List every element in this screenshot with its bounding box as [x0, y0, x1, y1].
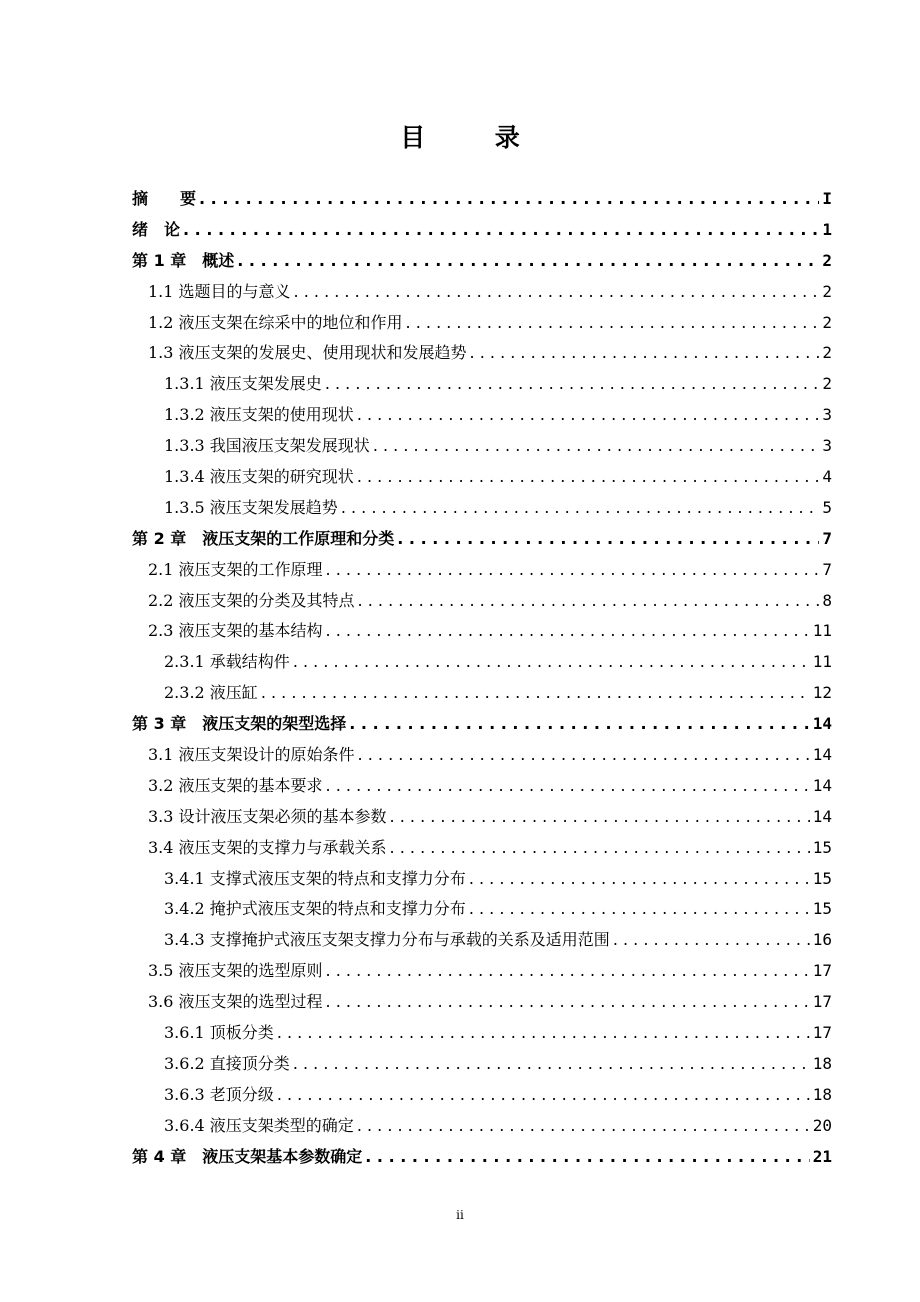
page-number-footer: ii	[456, 1208, 464, 1222]
toc-entry-page: 4	[822, 467, 832, 487]
toc-leader-dots	[277, 1023, 810, 1042]
toc-entry[interactable]	[132, 896, 832, 927]
toc-entry[interactable]	[132, 680, 832, 711]
toc-entry-page: 17	[812, 1023, 832, 1043]
toc-leader-dots	[470, 343, 820, 362]
toc-entry-page: 12	[812, 683, 832, 703]
toc-entry[interactable]	[132, 1113, 832, 1144]
toc-leader-dots	[293, 1054, 810, 1073]
toc-entry-page: 15	[812, 899, 832, 919]
toc-entry-page: 20	[812, 1115, 832, 1135]
toc-entry-page: 18	[812, 1084, 832, 1104]
toc-entry-label: 第 4 章 液压支架基本参数确定	[132, 1146, 363, 1166]
toc-entry-label: 3.5 液压支架的选型原则	[148, 961, 323, 981]
toc-entry-label: 摘 要	[132, 189, 197, 208]
toc-leader-dots	[397, 529, 819, 548]
toc-entry[interactable]	[132, 526, 832, 557]
toc-entry-page: 16	[812, 930, 832, 950]
toc-entry-page: 3	[822, 405, 832, 425]
toc-entry[interactable]	[132, 279, 832, 310]
toc-entry[interactable]	[132, 1082, 832, 1113]
toc-entry[interactable]	[132, 649, 832, 680]
toc-entry-page: 18	[812, 1053, 832, 1073]
toc-entry[interactable]	[132, 186, 832, 217]
toc-entry[interactable]	[132, 927, 832, 958]
toc-leader-dots	[357, 467, 820, 486]
toc-entry-label: 1.2 液压支架在综采中的地位和作用	[148, 312, 403, 332]
toc-entry-label: 3.6.3 老顶分级	[164, 1084, 274, 1104]
toc-entry-label: 2.3.2 液压缸	[164, 683, 258, 703]
toc-entry[interactable]	[132, 371, 832, 402]
toc-leader-dots	[325, 374, 820, 393]
toc-title-char-2: 录	[494, 123, 520, 152]
toc-entry-page: 21	[812, 1146, 832, 1166]
toc-leader-dots	[406, 313, 820, 332]
toc-leader-dots	[326, 961, 810, 980]
toc-entry-label: 绪 论	[132, 219, 181, 239]
toc-leader-dots	[326, 621, 810, 640]
toc-leader-dots	[341, 498, 820, 517]
toc-entry-page: 8	[822, 590, 832, 610]
toc-entry-page: 7	[822, 559, 832, 579]
toc-entry[interactable]	[132, 804, 832, 835]
toc-entry-label: 3.1 液压支架设计的原始条件	[148, 745, 355, 765]
toc-entry-page: 7	[822, 528, 832, 548]
toc-entry[interactable]	[132, 1144, 832, 1175]
toc-entry-label: 1.3.4 液压支架的研究现状	[164, 467, 354, 487]
toc-entry-label: 1.3.1 液压支架发展史	[164, 374, 322, 394]
toc-entry[interactable]	[132, 618, 832, 649]
toc-entry-label: 1.3.5 液压支架发展趋势	[164, 497, 338, 517]
toc-leader-dots	[358, 745, 810, 764]
toc-entry[interactable]	[132, 402, 832, 433]
toc-leader-dots	[237, 251, 819, 270]
toc-entry-label: 3.6.1 顶板分类	[164, 1023, 274, 1043]
toc-entry[interactable]	[132, 711, 832, 742]
toc-entry-page: 14	[812, 745, 832, 765]
toc-entry[interactable]	[132, 557, 832, 588]
toc-entry[interactable]	[132, 310, 832, 341]
toc-entry-page: 15	[812, 868, 832, 888]
toc-entry-label: 1.3.3 我国液压支架发展现状	[164, 436, 370, 456]
toc-leader-dots	[358, 591, 820, 610]
toc-entry[interactable]	[132, 217, 832, 248]
toc-entry[interactable]	[132, 433, 832, 464]
toc-entry-page: 15	[812, 837, 832, 857]
toc-leader-dots	[294, 282, 820, 301]
toc-entry-label: 3.3 设计液压支架必须的基本参数	[148, 806, 387, 826]
toc-entry[interactable]	[132, 989, 832, 1020]
toc-entry-label: 3.6.4 液压支架类型的确定	[164, 1115, 354, 1135]
toc-entry-label: 第 3 章 液压支架的架型选择	[132, 714, 347, 734]
toc-entry[interactable]	[132, 464, 832, 495]
toc-leader-dots	[326, 560, 820, 579]
toc-entry-label: 第 1 章 概述	[132, 250, 235, 270]
toc-entry-label: 3.6.2 直接顶分类	[164, 1053, 290, 1073]
toc-entry[interactable]	[132, 248, 832, 279]
toc-title	[0, 118, 920, 154]
toc-entry[interactable]	[132, 340, 832, 371]
toc-leader-dots	[326, 992, 810, 1011]
toc-entry[interactable]	[132, 835, 832, 866]
toc-entry-label: 2.3 液压支架的基本结构	[148, 621, 323, 641]
toc-entry-page: 5	[822, 497, 832, 517]
toc-entry-page: 2	[822, 374, 832, 394]
toc-entry[interactable]	[132, 588, 832, 619]
toc-entry[interactable]	[132, 958, 832, 989]
toc-entry[interactable]	[132, 1020, 832, 1051]
toc-leader-dots	[357, 1116, 810, 1135]
toc-entry[interactable]	[132, 773, 832, 804]
toc-leader-dots	[365, 1147, 809, 1166]
toc-title-char-1: 目	[400, 123, 426, 152]
toc-entry-page: 17	[812, 961, 832, 981]
toc-entry-label: 3.4.1 支撑式液压支架的特点和支撑力分布	[164, 868, 466, 888]
toc-entry-label: 3.4 液压支架的支撑力与承载关系	[148, 837, 387, 857]
toc-entry-label: 2.1 液压支架的工作原理	[148, 559, 323, 579]
toc-entry[interactable]	[132, 495, 832, 526]
toc-leader-dots	[390, 807, 810, 826]
toc-leader-dots	[469, 869, 810, 888]
toc-entry-label: 3.4.3 支撑掩护式液压支架支撑力分布与承载的关系及适用范围	[164, 930, 610, 950]
toc-leader-dots	[183, 220, 819, 239]
toc-entry-label: 1.3.2 液压支架的使用现状	[164, 405, 354, 425]
toc-leader-dots	[390, 838, 810, 857]
toc-leader-dots	[469, 899, 810, 918]
toc-entry-page: 11	[812, 652, 832, 672]
toc-leader-dots	[357, 405, 820, 424]
toc-leader-dots	[373, 436, 820, 455]
toc-entry[interactable]	[132, 742, 832, 773]
toc-entry-label: 3.6 液压支架的选型过程	[148, 992, 323, 1012]
toc-entry-page: 3	[822, 436, 832, 456]
toc-leader-dots	[349, 714, 809, 733]
toc-leader-dots	[261, 683, 810, 702]
toc-entry-label: 1.1 选题目的与意义	[148, 281, 291, 301]
toc-entry-page: 2	[822, 312, 832, 332]
toc-entry-page: 11	[812, 621, 832, 641]
toc-entry-label: 3.4.2 掩护式液压支架的特点和支撑力分布	[164, 899, 466, 919]
table-of-contents	[132, 186, 832, 1175]
toc-leader-dots	[293, 652, 810, 671]
toc-entry[interactable]	[132, 1051, 832, 1082]
toc-entry[interactable]	[132, 866, 832, 897]
toc-entry-page: 14	[812, 714, 832, 734]
toc-entry-page: 1	[822, 219, 832, 239]
toc-leader-dots	[326, 776, 810, 795]
toc-entry-page: 2	[822, 250, 832, 270]
toc-entry-label: 第 2 章 液压支架的工作原理和分类	[132, 528, 395, 548]
toc-entry-page: 17	[812, 992, 832, 1012]
toc-entry-label: 2.3.1 承载结构件	[164, 652, 290, 672]
toc-entry-page: I	[822, 189, 832, 208]
toc-leader-dots	[277, 1085, 810, 1104]
toc-entry-page: 2	[822, 343, 832, 363]
toc-entry-label: 2.2 液压支架的分类及其特点	[148, 590, 355, 610]
toc-entry-page: 14	[812, 806, 832, 826]
toc-leader-dots	[613, 930, 810, 949]
toc-entry-label: 3.2 液压支架的基本要求	[148, 775, 323, 795]
toc-entry-page: 14	[812, 775, 832, 795]
toc-entry-label: 1.3 液压支架的发展史、使用现状和发展趋势	[148, 343, 467, 363]
toc-leader-dots	[199, 189, 819, 208]
toc-entry-page: 2	[822, 281, 832, 301]
